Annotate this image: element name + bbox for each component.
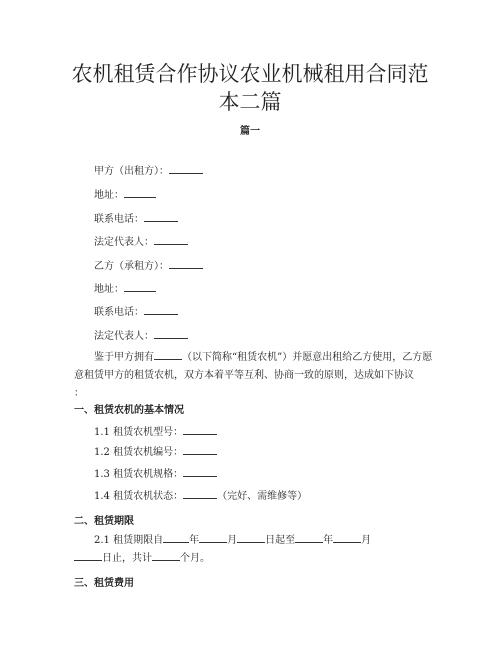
end-month-blank <box>333 532 361 543</box>
party-b-line <box>94 258 203 274</box>
section-3-heading: 三、租赁费用 <box>74 578 134 589</box>
start-year-blank <box>163 532 189 543</box>
start-month-blank <box>199 532 227 543</box>
party-b-rep-blank <box>154 328 188 339</box>
party-a-address-line <box>94 187 156 203</box>
months-label: 个月。 <box>180 553 210 564</box>
party-b-address-label: 地址： <box>94 284 124 295</box>
end-year-blank <box>295 532 323 543</box>
item-1-1 <box>94 424 217 440</box>
item-1-2-blank <box>183 444 217 455</box>
item-1-1-blank <box>183 424 217 435</box>
party-b-address-line <box>94 281 156 297</box>
intro-paragraph <box>74 349 434 403</box>
year-label-1: 年 <box>189 535 200 546</box>
item-1-4 <box>94 488 307 504</box>
item-1-4-suffix: （完好、需维修等） <box>217 491 308 502</box>
intro-part2: （以下简称“租赁农机”）并愿意出租给乙方使用，乙方愿意租赁甲方的租赁农机，双方本着平等互利、协商一致的原则，达成如下协议 <box>74 352 433 381</box>
day-label-1: 日起至 <box>265 535 296 546</box>
party-b-phone-blank <box>144 304 178 315</box>
section-2-heading: 二、租赁期限 <box>74 516 134 527</box>
party-b-rep-label: 法定代表人： <box>94 331 154 342</box>
party-a-rep-label: 法定代表人： <box>94 237 154 248</box>
item-1-1-label: 1.1 租赁农机型号： <box>94 427 184 438</box>
party-a-address-blank <box>124 187 156 198</box>
month-label-2: 月 <box>361 535 372 546</box>
item-1-3-label: 1.3 租赁农机规格： <box>94 469 184 480</box>
intro-blank <box>154 349 182 360</box>
section-1-heading: 一、租赁农机的基本情况 <box>74 405 184 416</box>
item-1-4-blank <box>183 488 217 499</box>
start-day-blank <box>237 532 265 543</box>
item-1-3 <box>94 466 217 482</box>
party-b-phone-label: 联系电话： <box>94 307 144 318</box>
party-a-label: 甲方（出租方）： <box>94 166 169 177</box>
item-1-2 <box>94 444 217 460</box>
party-b-label: 乙方（承租方）： <box>94 261 169 272</box>
period-start-label: 2.1 租赁期限自 <box>94 535 164 546</box>
item-1-3-blank <box>183 466 217 477</box>
item-1-2-label: 1.2 租赁农机编号： <box>94 447 184 458</box>
party-a-phone-blank <box>144 211 178 222</box>
intro-part3: ： <box>74 388 84 399</box>
party-a-blank <box>169 163 203 174</box>
party-a-line <box>94 163 203 179</box>
party-a-phone-line <box>94 211 178 227</box>
party-b-address-blank <box>124 281 156 292</box>
end-day-blank <box>74 550 102 561</box>
day-label-2: 日止，共计 <box>102 553 152 564</box>
month-label-1: 月 <box>227 535 238 546</box>
year-label-2: 年 <box>323 535 334 546</box>
party-a-address-label: 地址： <box>94 190 124 201</box>
party-b-phone-line <box>94 304 178 320</box>
party-a-rep-line <box>94 234 188 250</box>
intro-part1: 鉴于甲方拥有 <box>94 352 154 363</box>
document-title: 农机租赁合作协议农业机械租用合同范本二篇 <box>71 62 429 114</box>
party-a-phone-label: 联系电话： <box>94 214 144 225</box>
item-1-4-label: 1.4 租赁农机状态： <box>94 491 184 502</box>
total-months-blank <box>152 550 180 561</box>
document-subtitle: 篇一 <box>240 126 260 137</box>
party-b-rep-line <box>94 328 188 344</box>
party-a-rep-blank <box>154 234 188 245</box>
party-b-blank <box>169 258 203 269</box>
section-2-paragraph <box>74 532 434 568</box>
